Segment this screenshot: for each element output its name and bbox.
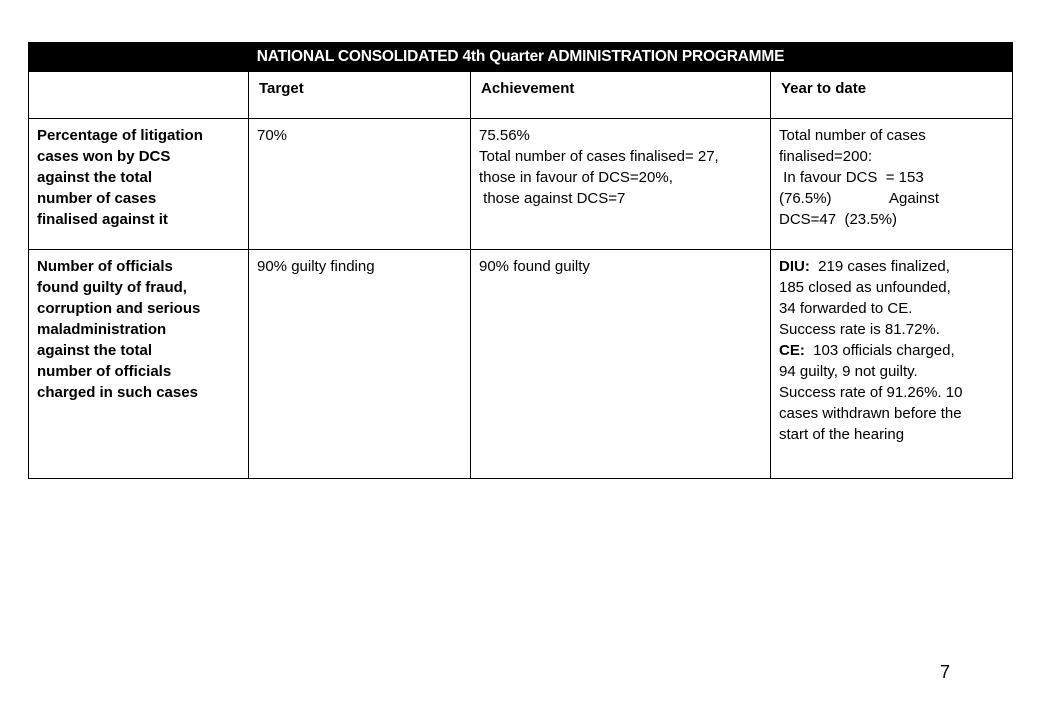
diu-detail-line: 185 closed as unfounded, xyxy=(779,279,951,296)
diu-first-text: 219 cases finalized, xyxy=(809,258,950,275)
row-1-indicator xyxy=(29,119,249,250)
row-1-indicator-line: number of cases xyxy=(37,190,157,207)
ce-line xyxy=(779,340,1004,361)
row-2-indicator-line: Number of officials xyxy=(37,258,173,275)
row-1-indicator-line: cases won by DCS xyxy=(37,148,171,165)
row-2-indicator-line: maladministration xyxy=(37,321,167,338)
row-1-achievement-line: Total number of cases finalised= 27, xyxy=(479,148,719,165)
programme-table xyxy=(28,42,1013,479)
header-year-to-date: Year to date xyxy=(771,72,1013,119)
row-1-indicator-line: Percentage of litigation xyxy=(37,127,203,144)
row-1-achievement-line: those in favour of DCS=20%, xyxy=(479,169,673,186)
row-1-ytd-line: Total number of cases xyxy=(779,127,926,144)
ce-detail-line: start of the hearing xyxy=(779,426,905,443)
row-2-indicator-line: corruption and serious xyxy=(37,300,201,317)
ce-label: CE: xyxy=(779,342,805,359)
row-2-indicator-line: found guilty of fraud, xyxy=(37,279,187,296)
header-target: Target xyxy=(249,72,471,119)
row-1-target: 70% xyxy=(249,119,471,250)
row-2-indicator-line: number of officials xyxy=(37,363,172,380)
page-number: 7 xyxy=(940,662,951,682)
diu-line xyxy=(779,256,1004,277)
diu-label: DIU: xyxy=(779,258,810,275)
row-2-year-to-date xyxy=(771,250,1013,479)
table-title: NATIONAL CONSOLIDATED 4th Quarter ADMINISTRATION PROGRAMME xyxy=(29,43,1013,72)
table-header-row xyxy=(29,72,1013,119)
table-row xyxy=(29,119,1013,250)
header-achievement: Achievement xyxy=(471,72,771,119)
diu-detail-line: 34 forwarded to CE. xyxy=(779,300,913,317)
row-1-indicator-line: finalised against it xyxy=(37,211,168,228)
table-row xyxy=(29,250,1013,479)
row-1-achievement-line: 75.56% xyxy=(479,127,530,144)
row-1-ytd-line: finalised=200: xyxy=(779,148,872,165)
row-2-indicator-line: against the total xyxy=(37,342,153,359)
row-1-year-to-date xyxy=(771,119,1013,250)
row-1-indicator-line: against the total xyxy=(37,169,153,186)
header-empty xyxy=(29,72,249,119)
row-1-ytd-line: DCS=47 (23.5%) xyxy=(779,211,897,228)
row-2-achievement: 90% found guilty xyxy=(471,250,771,479)
table-title-row xyxy=(29,43,1013,72)
row-1-ytd-line: In favour DCS = 153 xyxy=(779,169,924,186)
row-2-indicator-line: charged in such cases xyxy=(37,384,198,401)
ce-detail-line: cases withdrawn before the xyxy=(779,405,962,422)
diu-detail-line: Success rate is 81.72%. xyxy=(779,321,940,338)
ce-first-text: 103 officials charged, xyxy=(804,342,955,359)
row-1-achievement-line: those against DCS=7 xyxy=(479,190,626,207)
ce-detail-line: 94 guilty, 9 not guilty. xyxy=(779,363,918,380)
ce-detail-line: Success rate of 91.26%. 10 xyxy=(779,384,963,401)
row-2-indicator xyxy=(29,250,249,479)
row-1-achievement xyxy=(471,119,771,250)
row-1-ytd-line: (76.5%) Against xyxy=(779,190,940,207)
row-2-target: 90% guilty finding xyxy=(249,250,471,479)
